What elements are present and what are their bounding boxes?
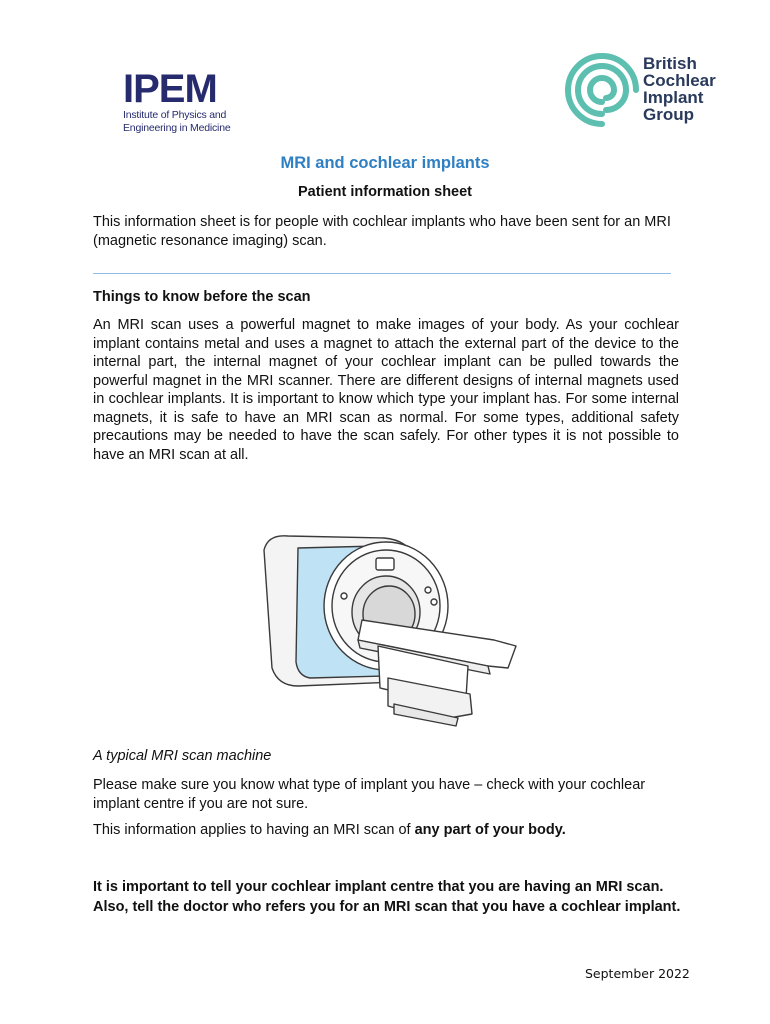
applies-emphasis: any part of your body. (414, 822, 566, 838)
applies-paragraph (93, 821, 679, 840)
bcig-line-3: Implant (643, 88, 704, 107)
figure-caption: A typical MRI scan machine (93, 748, 272, 764)
important-notice: It is important to tell your cochlear implant centre that you are having an MRI scan. Also, tell the doctor who refers you for an MRI scan that you have a cochlear implant. (93, 879, 681, 915)
intro-paragraph: This information sheet is for people with cochlear implants who have been sent for an MRI (magnetic resonance imaging) scan. (93, 214, 671, 249)
body-paragraph: An MRI scan uses a powerful magnet to make images of your body. As your cochlear implant contains metal and uses a magnet to attach the external part of the device to the internal part, the internal magnet of your cochlear implant can be pulled towards the powerful magnet in the MRI scanner. There are different designs of internal magnets used in cochlear implants. It is important to know which type your implant has. For some internal magnets, it is safe to have an MRI scan as normal. For some types, additional safety precautions may be needed to have the scan safely. For other types it is not possible to have an MRI scan at all. (93, 317, 679, 463)
section-divider (93, 273, 671, 274)
ipem-logo-word: IPEM (123, 67, 217, 111)
spiral-icon (562, 50, 642, 130)
bcig-line-1: British (643, 54, 697, 73)
bcig-logo-text (643, 55, 716, 123)
mri-scanner-illustration (258, 528, 520, 728)
footer-date: September 2022 (585, 966, 690, 981)
check-paragraph: Please make sure you know what type of implant you have – check with your cochlear implant centre if you are not sure. (93, 777, 646, 812)
ipem-logo (123, 67, 238, 134)
document-title: MRI and cochlear implants (280, 154, 490, 172)
bcig-logo (562, 50, 732, 130)
document-subtitle: Patient information sheet (297, 184, 473, 200)
bcig-line-4: Group (643, 105, 694, 124)
bcig-line-2: Cochlear (643, 71, 716, 90)
section-heading: Things to know before the scan (93, 289, 311, 305)
ipem-logo-line1: Institute of Physics and (123, 109, 227, 121)
applies-prefix: This information applies to having an MRI scan of (93, 822, 415, 838)
ipem-logo-line2: Engineering in Medicine (123, 122, 231, 134)
